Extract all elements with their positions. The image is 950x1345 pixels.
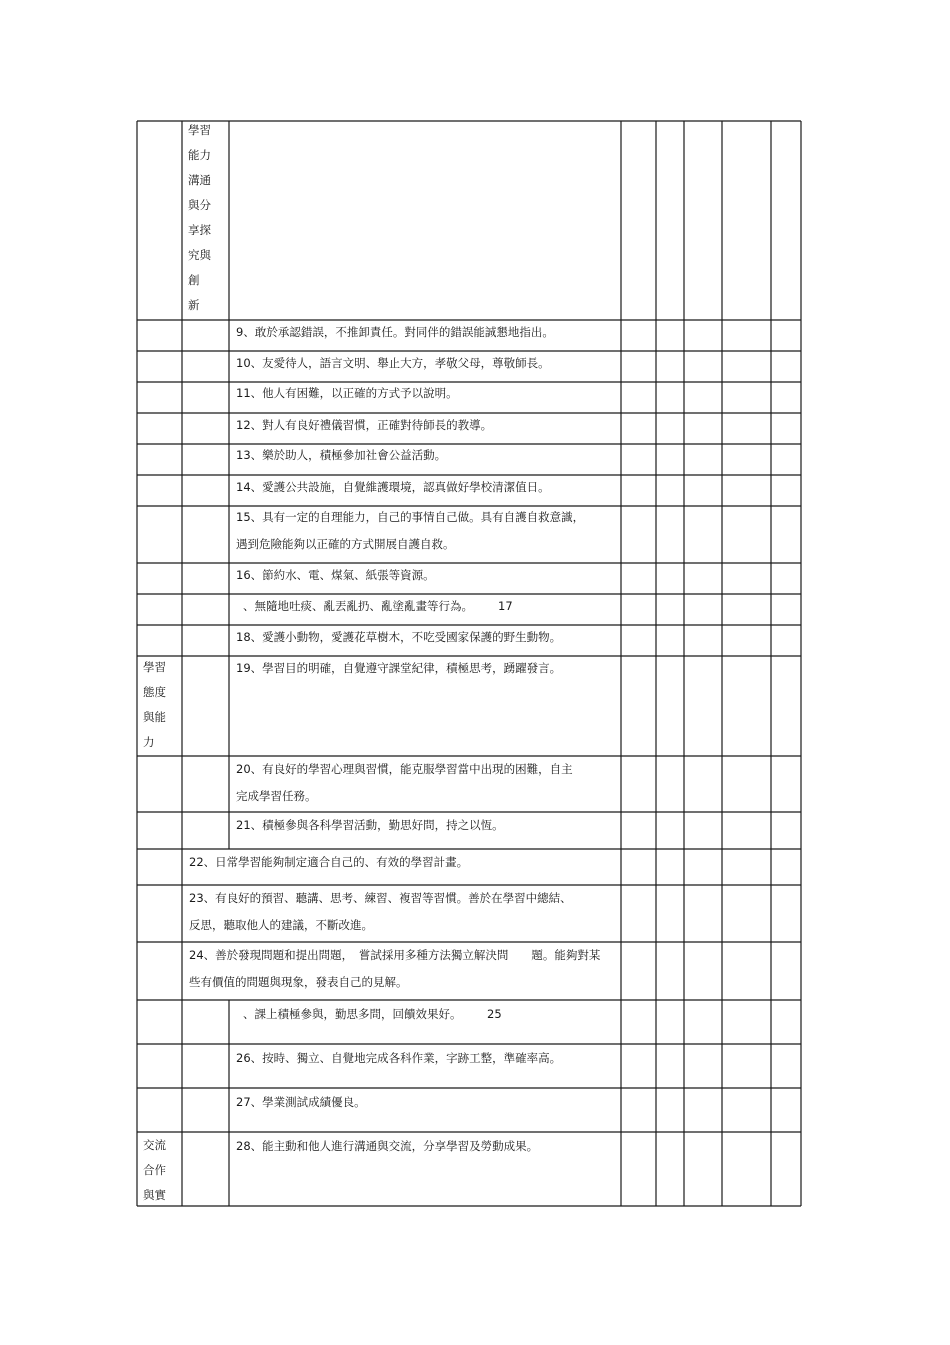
criterion-12: 12、對人有良好禮儀習慣，正確對待師長的教導。 [236, 418, 493, 432]
criterion-22: 22、日常學習能夠制定適合自己的、有效的學習計畫。 [189, 855, 469, 869]
criterion-24 [189, 948, 600, 989]
category-label: 學習 態度 與能 力 [143, 660, 166, 749]
criterion-27: 27、學業測試成績優良。 [236, 1095, 366, 1109]
criterion-15-line-1: 15、具有一定的自理能力，自己的事情自己做。具有自護自救意識， [236, 510, 585, 524]
category-label: 學習 能力 溝通 與分 享探 究與 創 新 [188, 123, 211, 312]
criterion-9: 9、敢於承認錯誤，不推卸責任。對同伴的錯誤能誠懇地指出。 [236, 325, 554, 339]
category-label: 交流 合作 與實 [143, 1138, 166, 1202]
criterion-17-number: 17 [498, 599, 513, 613]
criterion-19: 19、學習目的明確，自覺遵守課堂紀律，積極思考，踴躍發言。 [236, 661, 562, 675]
criterion-23-line-1: 23、有良好的預習、聽講、思考、練習、複習等習慣。善於在學習中總結、 [189, 891, 572, 905]
criterion-17: 、無隨地吐痰、亂丟亂扔、亂塗亂畫等行為。 [243, 599, 473, 613]
criterion-15-line-2: 遇到危險能夠以正確的方式開展自護自救。 [236, 537, 455, 551]
criterion-20-line-2: 完成學習任務。 [236, 789, 317, 803]
criterion-14: 14、愛護公共設施，自覺維護環境，認真做好學校清潔值日。 [236, 480, 550, 494]
criterion-18: 18、愛護小動物，愛護花草樹木，不吃受國家保護的野生動物。 [236, 630, 562, 644]
criterion-20-line-1: 20、有良好的學習心理與習慣，能克服學習當中出現的困難，自主 [236, 762, 573, 776]
criterion-25: 、課上積極參與，勤思多問，回饋效果好。 [243, 1007, 462, 1021]
criterion-24-line-2: 些有價值的問題與現象，發表自己的見解。 [189, 975, 408, 989]
criterion-20 [236, 762, 573, 803]
criterion-16: 16、節約水、電、煤氣、紙張等資源。 [236, 568, 435, 582]
criterion-28: 28、能主動和他人進行溝通與交流，分享學習及勞動成果。 [236, 1139, 539, 1153]
criterion-11: 11、他人有困難，以正確的方式予以說明。 [236, 386, 458, 400]
criterion-23 [189, 891, 572, 932]
criterion-26: 26、按時、獨立、自覺地完成各科作業，字跡工整，準確率高。 [236, 1051, 562, 1065]
criterion-10: 10、友愛待人，語言文明、舉止大方，孝敬父母，尊敬師長。 [236, 356, 550, 370]
criterion-24-line-1: 24、善於發現問題和提出問題， 嘗試採用多種方法獨立解決問 題。能夠對某 [189, 948, 601, 962]
criterion-13: 13、樂於助人，積極參加社會公益活動。 [236, 448, 447, 462]
criterion-23-line-2: 反思，聽取他人的建議，不斷改進。 [189, 918, 373, 932]
criterion-25-number: 25 [487, 1007, 502, 1021]
criterion-15 [236, 510, 584, 551]
criterion-21: 21、積極參與各科學習活動，勤思好問，持之以恆。 [236, 818, 504, 832]
